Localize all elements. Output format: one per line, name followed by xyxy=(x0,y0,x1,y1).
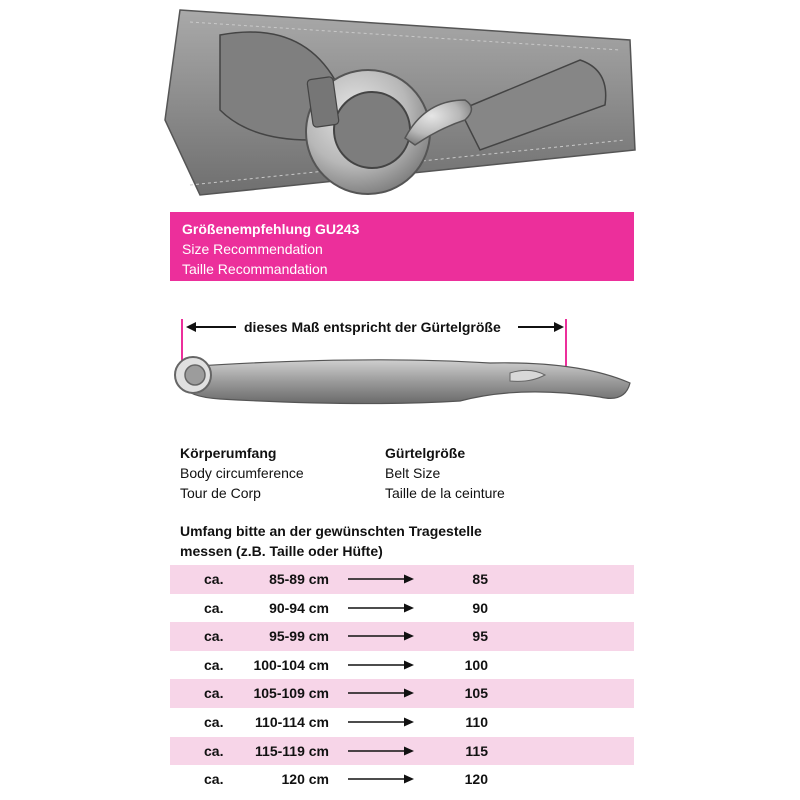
circumference-range: 105-109 cm xyxy=(253,685,329,702)
approx-label: ca. xyxy=(204,571,224,587)
belt-size-value: 85 xyxy=(472,571,488,587)
table-row xyxy=(170,708,634,737)
title-english: Size Recommendation xyxy=(182,241,323,257)
body-circumference-en: Body circumference xyxy=(180,465,304,481)
belt-size-value: 95 xyxy=(472,628,488,645)
arrow-right-icon xyxy=(348,716,414,728)
approx-label: ca. xyxy=(204,742,224,759)
belt-size-en: Belt Size xyxy=(385,465,441,481)
belt-size-header xyxy=(385,443,505,503)
approx-label: ca. xyxy=(204,771,224,788)
title-banner xyxy=(170,212,634,281)
arrow-right-icon xyxy=(348,687,414,699)
circumference-range: 95-99 cm xyxy=(269,628,329,645)
belt-size-value: 100 xyxy=(464,656,488,673)
body-circumference-header xyxy=(180,443,304,503)
circumference-range: 120 cm xyxy=(281,771,329,788)
measure-instruction xyxy=(180,521,482,561)
belt-size-value: 105 xyxy=(464,685,488,702)
size-table xyxy=(170,565,634,794)
belt-size-fr: Taille de la ceinture xyxy=(385,485,505,501)
belt-size-value: 120 xyxy=(464,771,488,788)
title-french: Taille Recommandation xyxy=(182,261,328,277)
belt-size-heading: Gürtelgröße xyxy=(385,445,466,461)
instruction-line-2: messen (z.B. Taille oder Hüfte) xyxy=(180,543,383,559)
arrow-right-icon xyxy=(348,573,414,585)
belt-size-value: 110 xyxy=(465,713,488,730)
body-circumference-fr: Tour de Corp xyxy=(180,485,261,501)
circumference-range: 110-114 cm xyxy=(255,713,329,730)
approx-label: ca. xyxy=(204,685,224,702)
circumference-range: 85-89 cm xyxy=(269,571,329,587)
belt-size-value: 90 xyxy=(472,599,488,616)
arrow-right-icon xyxy=(348,745,414,757)
belt-product-image xyxy=(160,0,640,205)
table-row xyxy=(170,765,634,794)
approx-label: ca. xyxy=(204,628,224,645)
instruction-line-1: Umfang bitte an der gewünschten Tragestelle xyxy=(180,523,482,539)
arrow-right-icon xyxy=(348,773,414,785)
table-row xyxy=(170,622,634,651)
title-heading: Größenempfehlung GU243 xyxy=(182,221,360,237)
circumference-range: 115-119 cm xyxy=(255,742,329,759)
approx-label: ca. xyxy=(204,599,224,616)
belt-size-value: 115 xyxy=(465,742,488,759)
arrow-right-icon xyxy=(348,659,414,671)
table-row xyxy=(170,565,634,594)
circumference-range: 90-94 cm xyxy=(269,599,329,616)
table-row xyxy=(170,651,634,680)
table-row xyxy=(170,737,634,766)
arrow-right-icon xyxy=(348,630,414,642)
approx-label: ca. xyxy=(204,656,224,673)
body-circumference-heading: Körperumfang xyxy=(180,445,277,461)
arrow-right-icon xyxy=(348,602,414,614)
table-row xyxy=(170,679,634,708)
approx-label: ca. xyxy=(204,713,224,730)
table-row xyxy=(170,594,634,623)
circumference-range: 100-104 cm xyxy=(253,656,329,673)
measure-label: dieses Maß entspricht der Gürtelgröße xyxy=(244,319,501,335)
